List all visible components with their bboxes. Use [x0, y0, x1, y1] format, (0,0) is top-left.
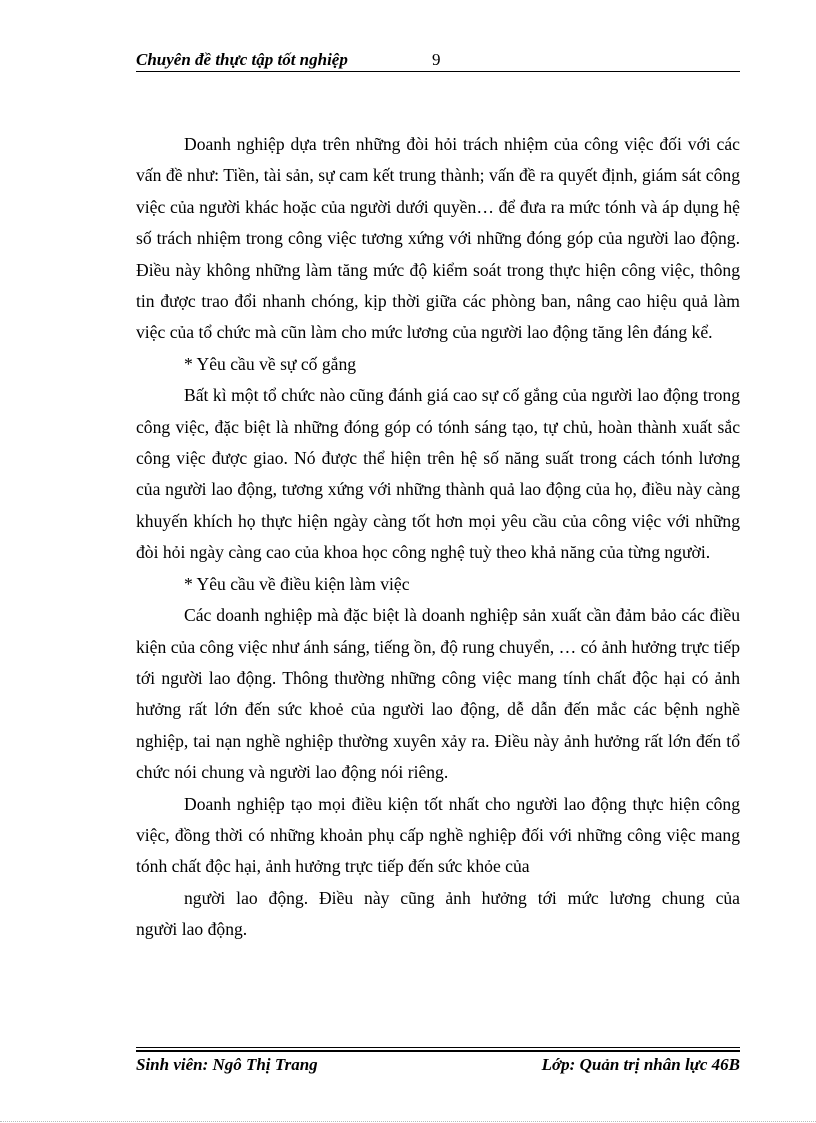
section-heading: * Yêu cầu về điều kiện làm việc: [184, 573, 410, 594]
section-heading: * Yêu cầu về sự cố gắng: [184, 353, 357, 374]
header-divider: [136, 71, 740, 72]
footer-divider-thick: [136, 1050, 740, 1052]
page-number: 9: [432, 50, 441, 69]
document-body: [136, 129, 740, 946]
paragraph: người lao động. Điều này cũng ảnh hưởng tới mức lương chung của: [184, 887, 740, 908]
footer-divider: [136, 1047, 740, 1048]
document-title: Chuyên đề thực tập tốt nghiệp: [136, 50, 348, 69]
paragraph: Các doanh nghiệp mà đặc biệt là doanh nghiệp sản xuất cần đảm bảo các điều kiện của công việc như ánh sáng, tiếng ồn, độ rung chuyển, … có ảnh hưởng trực tiếp tới người lao động. Thông thường những công việc mang tính chất độc hại có ảnh hưởng rất lớn đến sức khoẻ của người lao động, dễ dẫn đến mắc các bệnh nghề nghiệp, tai nạn nghề nghiệp thường xuyên xảy ra. Điều này ảnh hưởng rất lớn đến tổ chức nói chung và người lao động nói riêng.: [136, 605, 740, 783]
student-name: Sinh viên: Ngô Thị Trang: [136, 1055, 318, 1074]
paragraph: Doanh nghiệp tạo mọi điều kiện tốt nhất cho người lao động thực hiện công việc, đồng thời có những khoản phụ cấp nghề nghiệp đối với những công việc mang tónh chất độc hại, ảnh hưởng trực tiếp đến sức khỏe của: [136, 793, 740, 877]
paragraph: Doanh nghiệp dựa trên những đòi hỏi trách nhiệm của công việc đối với các vấn đề như: Tiền, tài sản, sự cam kết trung thành; vấn đề ra quyết định, giám sát công việc của người khác hoặc của người dưới quyền… để đưa ra mức tónh và áp dụng hệ số trách nhiệm trong công việc tương xứng với những đóng góp của người lao động. Điều này không những làm tăng mức độ kiểm soát trong thực hiện công việc, thông tin được trao đổi nhanh chóng, kịp thời giữa các phòng ban, nâng cao hiệu quả làm việc của tổ chức mà cũn làm cho mức lương của người lao động tăng lên đáng kể.: [136, 134, 740, 343]
page-footer: [136, 1055, 740, 1079]
page-edge: [0, 1121, 816, 1122]
class-name: Lớp: Quản trị nhân lực 46B: [541, 1055, 740, 1074]
paragraph: người lao động.: [136, 919, 248, 940]
paragraph: Bất kì một tổ chức nào cũng đánh giá cao sự cố gắng của người lao động trong công việc, đặc biệt là những đóng góp có tónh sáng tạo, tự chủ, hoàn thành xuất sắc công việc được giao. Nó được thể hiện trên hệ số năng suất trong cách tónh lương của người lao động, tương xứng với những thành quả lao động của họ, điều này càng khuyến khích họ thực hiện ngày càng tốt hơn mọi yêu cầu của công việc với những đòi hỏi ngày càng cao của khoa học công nghệ tuỳ theo khả năng của từng người.: [136, 385, 740, 563]
page-header: [136, 48, 740, 70]
